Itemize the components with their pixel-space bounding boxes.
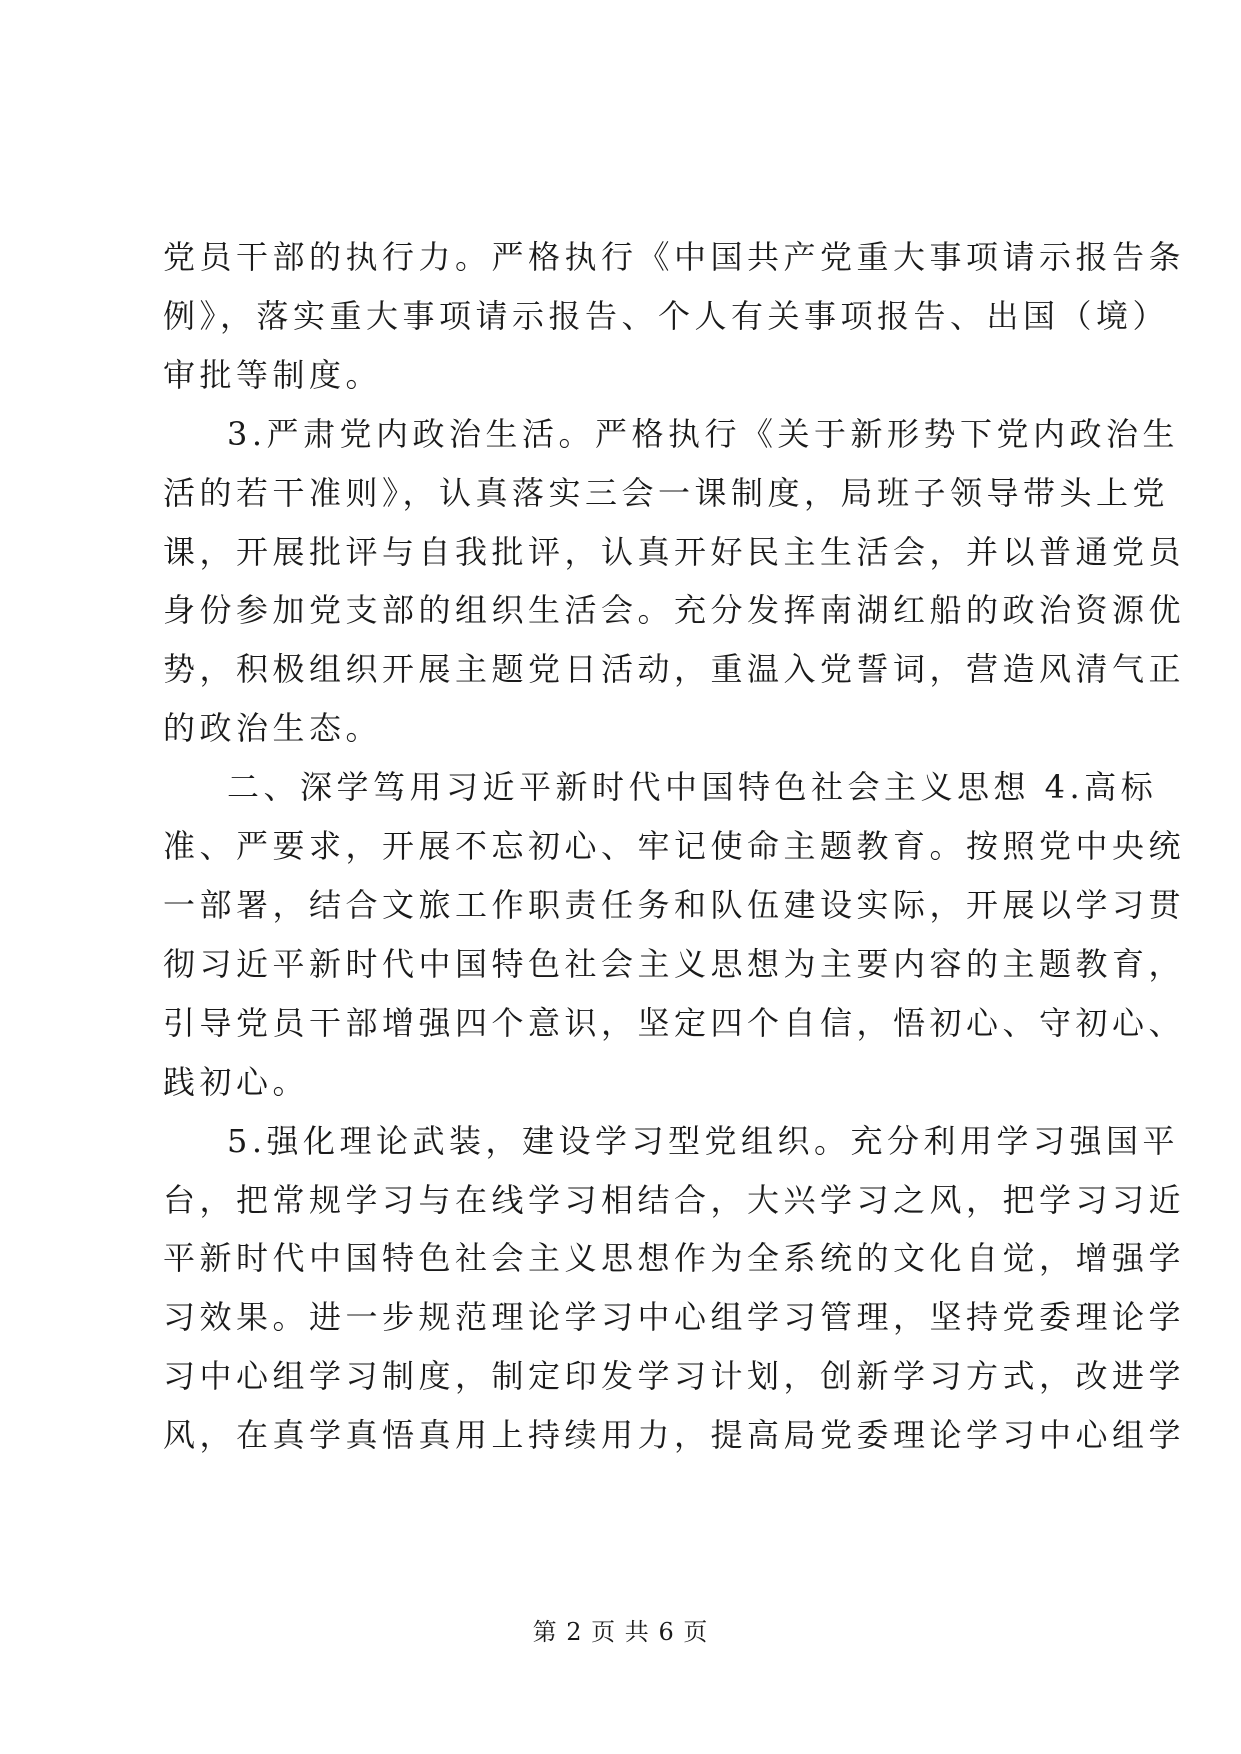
text-line: 3.严肃党内政治生活。严格执行《关于新形势下党内政治生	[227, 414, 1180, 453]
text-line: 二、深学笃用习近平新时代中国特色社会主义思想 4.高标	[227, 768, 1158, 807]
text-line: 一部署，结合文旅工作职责任务和队伍建设实际，开展以学习贯	[163, 885, 1186, 924]
text-line: 践初心。	[163, 1062, 310, 1101]
paragraph	[163, 228, 1186, 405]
text-line: 准、严要求，开展不忘初心、牢记使命主题教育。按照党中央统	[163, 827, 1186, 866]
text-line: 风，在真学真悟真用上持续用力，提高局党委理论学习中心组学	[163, 1416, 1186, 1455]
text-line: 台，把常规学习与在线学习相结合，大兴学习之风，把学习习近	[163, 1180, 1186, 1219]
text-line: 审批等制度。	[163, 355, 383, 394]
text-line: 平新时代中国特色社会主义思想作为全系统的文化自觉，增强学	[163, 1239, 1186, 1278]
text-line: 彻习近平新时代中国特色社会主义思想为主要内容的主题教育，	[163, 944, 1186, 983]
paragraph	[163, 1112, 1186, 1465]
text-line: 的政治生态。	[163, 709, 383, 748]
document-body	[163, 228, 1186, 1465]
text-line: 活的若干准则》，认真落实三会一课制度，局班子领导带头上党	[163, 473, 1170, 512]
text-line: 势，积极组织开展主题党日活动，重温入党誓词，营造风清气正	[163, 650, 1186, 689]
paragraph	[163, 758, 1186, 1111]
text-line: 身份参加党支部的组织生活会。充分发挥南湖红船的政治资源优	[163, 591, 1186, 630]
text-line: 习中心组学习制度，制定印发学习计划，创新学习方式，改进学	[163, 1357, 1186, 1396]
text-line: 党员干部的执行力。严格执行《中国共产党重大事项请示报告条	[163, 238, 1186, 276]
text-line: 引导党员干部增强四个意识，坚定四个自信，悟初心、守初心、	[163, 1003, 1186, 1042]
text-line: 5.强化理论武装，建设学习型党组织。充分利用学习强国平	[227, 1121, 1180, 1160]
text-line: 例》，落实重大事项请示报告、个人有关事项报告、出国（境）	[163, 296, 1170, 335]
text-line: 课，开展批评与自我批评，认真开好民主生活会，并以普通党员	[163, 532, 1186, 571]
text-line: 习效果。进一步规范理论学习中心组学习管理，坚持党委理论学	[163, 1298, 1186, 1337]
paragraph	[163, 405, 1186, 758]
page-number-footer: 第 2 页 共 6 页	[532, 1618, 709, 1646]
